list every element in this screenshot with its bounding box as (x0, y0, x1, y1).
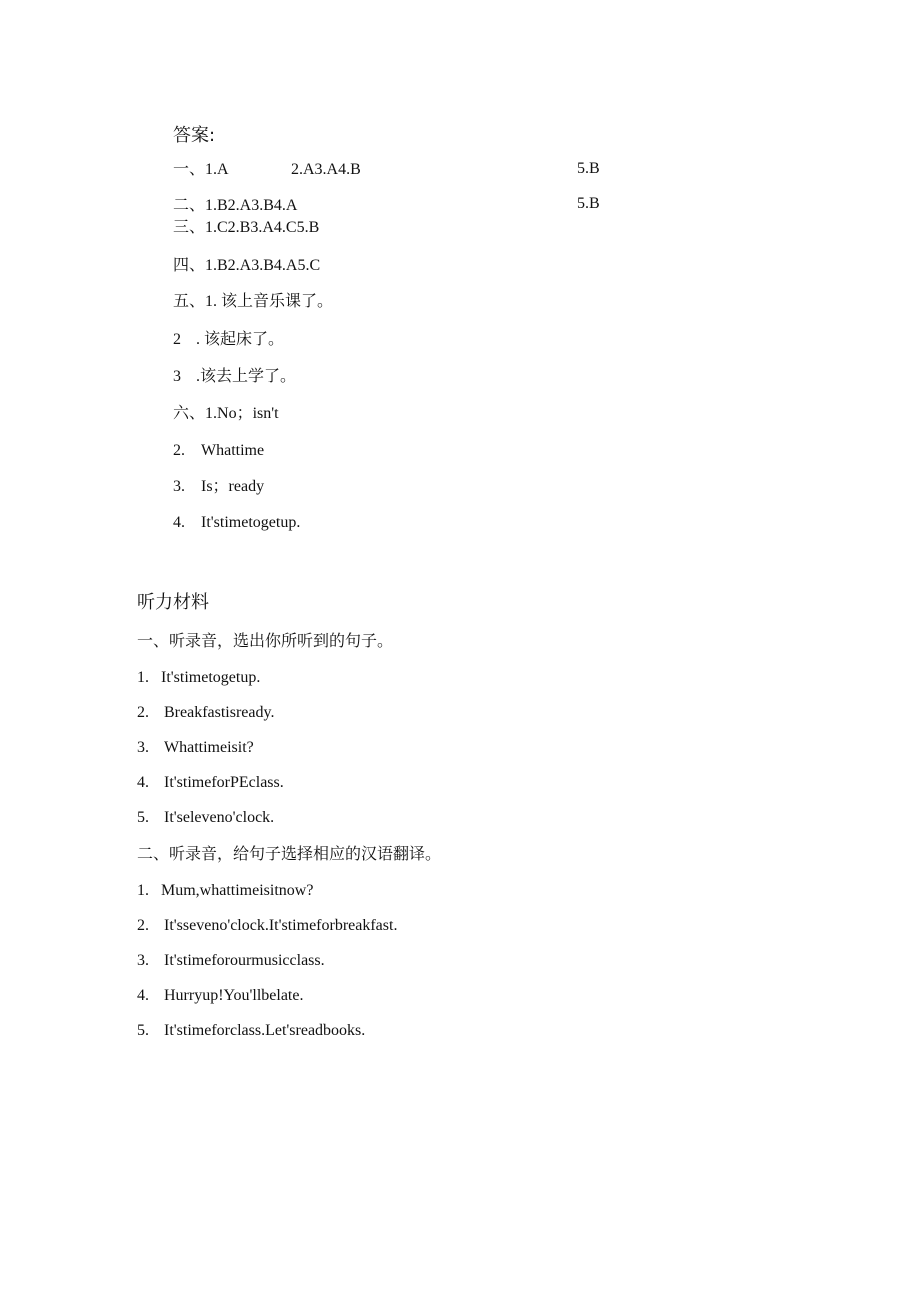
listening-item (137, 951, 325, 971)
item-number: 4. (137, 774, 149, 791)
item-text: It'stimeforourmusicclass. (164, 952, 325, 969)
answer-part5-line3 (173, 367, 296, 387)
answer-text: It'stimetogetup. (201, 514, 301, 531)
answer-number: 4. (173, 514, 185, 531)
answer-part1-c: 5.B (577, 160, 600, 177)
listening-item (137, 773, 284, 793)
answer-part2-a: 二、1.B2.A3.B4.A (173, 197, 298, 214)
answer-part6-line3 (173, 477, 264, 497)
answer-part3: 三、1.C2.B3.A4.C5.B (173, 219, 320, 236)
listening-item (137, 668, 260, 688)
answer-number: 3 (173, 368, 181, 385)
answer-number: 2 (173, 331, 181, 348)
answer-text: Whattime (201, 442, 265, 459)
listening-item (137, 881, 313, 901)
item-text: It'stimeforPEclass. (164, 774, 284, 791)
answer-text: Is；ready (201, 478, 265, 495)
item-number: 4. (137, 987, 149, 1004)
item-text: Breakfastisready. (164, 704, 275, 721)
item-number: 2. (137, 917, 149, 934)
answer-number: 2. (173, 442, 185, 459)
listening-item (137, 1021, 365, 1041)
answer-number: 3. (173, 478, 185, 495)
answer-part4: 四、1.B2.A3.B4.A5.C (173, 257, 321, 274)
answer-part2-c: 5.B (577, 195, 600, 212)
answer-part6-line1 (173, 404, 279, 424)
listening-section2-heading: 二、听录音，给句子选择相应的汉语翻译。 (137, 846, 442, 863)
answer-number: 六、1. (173, 405, 218, 422)
listening-item (137, 703, 274, 723)
answer-part5-line1 (173, 292, 333, 312)
answer-text: .该去上学了。 (196, 368, 297, 385)
answer-text: 该上音乐课了。 (221, 293, 334, 310)
item-text: Hurryup!You'llbelate. (164, 987, 304, 1004)
answer-part6-line2 (173, 441, 264, 461)
item-text: Mum,whattimeisitnow? (161, 882, 314, 899)
item-number: 1. (137, 669, 149, 686)
answer-part6-line4 (173, 513, 300, 533)
item-number: 1. (137, 882, 149, 899)
item-text: It'stimeforclass.Let'sreadbooks. (164, 1022, 366, 1039)
answer-part1-b: 2.A3.A4.B (291, 161, 361, 178)
listening-section1-heading: 一、听录音，选出你所听到的句子。 (137, 633, 394, 650)
item-text: It'sseveno'clock.It'stimeforbreakfast. (164, 917, 398, 934)
answer-number: 五、1. (173, 293, 218, 310)
listening-title: 听力材料 (137, 592, 209, 613)
item-text: Whattimeisit? (164, 739, 254, 756)
item-number: 2. (137, 704, 149, 721)
item-number: 3. (137, 739, 149, 756)
listening-item (137, 986, 303, 1006)
item-text: It'seleveno'clock. (164, 809, 275, 826)
listening-item (137, 916, 397, 936)
item-number: 5. (137, 1022, 149, 1039)
answer-text: . 该起床了。 (196, 331, 285, 348)
item-number: 5. (137, 809, 149, 826)
answers-title: 答案: (173, 125, 216, 146)
item-text: It'stimetogetup. (161, 669, 261, 686)
listening-item (137, 738, 254, 758)
answer-part5-line2 (173, 330, 284, 350)
item-number: 3. (137, 952, 149, 969)
answer-part1-a: 一、1.A (173, 161, 229, 178)
listening-item (137, 808, 274, 828)
answer-text: No；isn't (217, 405, 279, 422)
